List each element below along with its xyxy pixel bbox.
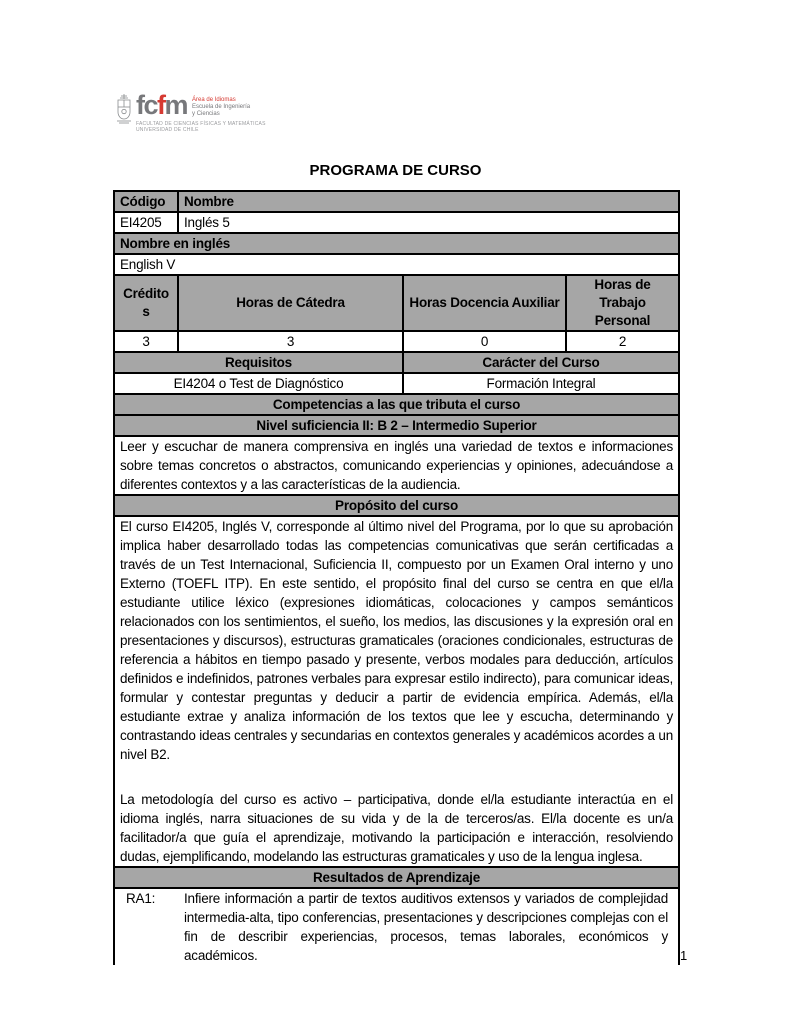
logo-faculty-text xyxy=(136,121,266,133)
caracter-value-cell: Formación Integral xyxy=(403,373,679,394)
horas-trabajo-header-cell: Horas de Trabajo Personal xyxy=(566,275,679,331)
logo-faculty-line1: FACULTAD DE CIENCIAS FÍSICAS Y MATEMÁTICAS xyxy=(136,121,266,127)
nombre-ingles-value-cell: English V xyxy=(114,254,679,275)
fcfm-wordmark-right: m xyxy=(164,90,188,120)
table-row-credits-header xyxy=(114,275,679,331)
horas-catedra-value-cell: 3 xyxy=(178,331,403,352)
caracter-header-cell: Carácter del Curso xyxy=(403,352,679,373)
proposito-text-cell xyxy=(114,516,679,867)
university-crest-icon xyxy=(116,94,132,124)
horas-trabajo-value-cell: 2 xyxy=(566,331,679,352)
nombre-header-cell: Nombre xyxy=(178,191,679,212)
competencias-header-cell: Competencias a las que tributa el curso xyxy=(114,394,679,415)
table-row-requisitos-header xyxy=(114,352,679,373)
codigo-value-cell: EI4205 xyxy=(114,212,178,233)
table-row-resultados-header xyxy=(114,867,679,888)
table-row-credits-values xyxy=(114,331,679,352)
logo-text-block xyxy=(136,92,266,133)
logo-side-text xyxy=(192,92,250,118)
fcfm-logo xyxy=(116,92,266,133)
horas-docencia-value-cell: 0 xyxy=(403,331,566,352)
table-row-codigo-header xyxy=(114,191,679,212)
ra1-cell xyxy=(114,888,679,965)
codigo-header-cell: Código xyxy=(114,191,178,212)
table-row-competencias-header xyxy=(114,394,679,415)
fcfm-wordmark-left: fc xyxy=(136,90,158,120)
table-row-proposito-header xyxy=(114,495,679,516)
horas-docencia-header-cell: Horas Docencia Auxiliar xyxy=(403,275,566,331)
nombre-ingles-header-cell: Nombre en inglés xyxy=(114,233,679,254)
table-row-nivel-header xyxy=(114,415,679,436)
resultados-header-cell: Resultados de Aprendizaje xyxy=(114,867,679,888)
table-row-nombre-ingles-header xyxy=(114,233,679,254)
table-row-nombre-ingles-value xyxy=(114,254,679,275)
logo-school-line1: Escuela de Ingeniería xyxy=(192,104,251,110)
logo-faculty-line2: UNIVERSIDAD DE CHILE xyxy=(136,127,199,133)
ra1-text: Infiere información a partir de textos auditivos extensos y variados de complejidad intermedia-alta, tipo conferencias, presentaciones y descripciones complejas con el fin de describir experiencias, procesos, temas laborales, económicos y académicos. xyxy=(184,891,669,963)
nombre-value-cell: Inglés 5 xyxy=(178,212,679,233)
table-row-codigo-value xyxy=(114,212,679,233)
horas-catedra-header-cell: Horas de Cátedra xyxy=(178,275,403,331)
page-title: PROGRAMA DE CURSO xyxy=(309,162,482,179)
table-row-ra1 xyxy=(114,888,679,965)
fcfm-wordmark xyxy=(136,92,187,118)
table-row-competencias-text xyxy=(114,436,679,495)
proposito-header-cell: Propósito del curso xyxy=(114,495,679,516)
ra1-label: RA1: xyxy=(126,891,156,906)
requisitos-value-cell: EI4204 o Test de Diagnóstico xyxy=(114,373,403,394)
page-number: 1 xyxy=(680,948,688,963)
requisitos-header-cell: Requisitos xyxy=(114,352,403,373)
course-program-table xyxy=(113,190,680,965)
logo-unit-label: Área de Idiomas xyxy=(192,97,236,103)
table-row-proposito-text xyxy=(114,516,679,867)
table-row-requisitos-value xyxy=(114,373,679,394)
creditos-value-cell: 3 xyxy=(114,331,178,352)
proposito-paragraph-2: La metodología del curso es activo – participativa, donde el/la estudiante interactúa en el idioma inglés, narra situaciones de su vida y de la de terceros/as. El/la docente es un/a facilitador/a que guía el aprendizaje, motivando la participación e interacción, resolviendo dudas, ejemplificando, modelando las estructuras gramaticales y uso de la lengua inglesa. xyxy=(120,792,674,864)
logo-school-line2: y Ciencias xyxy=(192,111,220,117)
creditos-header-cell: Créditos xyxy=(114,275,178,331)
fcfm-wordmark-red-f: f xyxy=(157,90,165,120)
competencias-text-cell: Leer y escuchar de manera comprensiva en inglés una variedad de textos e informaciones sobre temas concretos o abstractos, comunicando experiencias y opiniones, adecuándose a diferentes contextos y a las características de la audiencia. xyxy=(114,436,679,495)
proposito-paragraph-1: El curso EI4205, Inglés V, corresponde al último nivel del Programa, por lo que su aprobación implica haber desarrollado todas las competencias comunicativas que serán certificadas a través de un Test Internacional, Suficiencia II, compuesto por un Examen Oral interno y uno Externo (TOEFL ITP). En este sentido, el propósito final del curso se centra en que el/la estudiante utilice léxico (expresiones idiomáticas, colocaciones y campos semánticos relacionados con los sentimientos, el sueño, los medios, las discusiones y la expresión oral en presentaciones y discursos), estructuras gramaticales (oraciones condicionales, estructuras de referencia a hábitos en tiempo pasado y presente, verbos modales para deducción, artículos definidos e indefinidos, patrones verbales para expresar estilo indirecto), para comunicar ideas, formular y contestar preguntas y deducir a partir de evidencia empírica. Además, el/la estudiante extrae y analiza información de los textos que lee y escucha, determinando y contrastando ideas centrales y secundarias en contextos generales y académicos acordes a un nivel B2. xyxy=(120,519,674,762)
nivel-header-cell: Nivel suficiencia II: B 2 – Intermedio Superior xyxy=(114,415,679,436)
